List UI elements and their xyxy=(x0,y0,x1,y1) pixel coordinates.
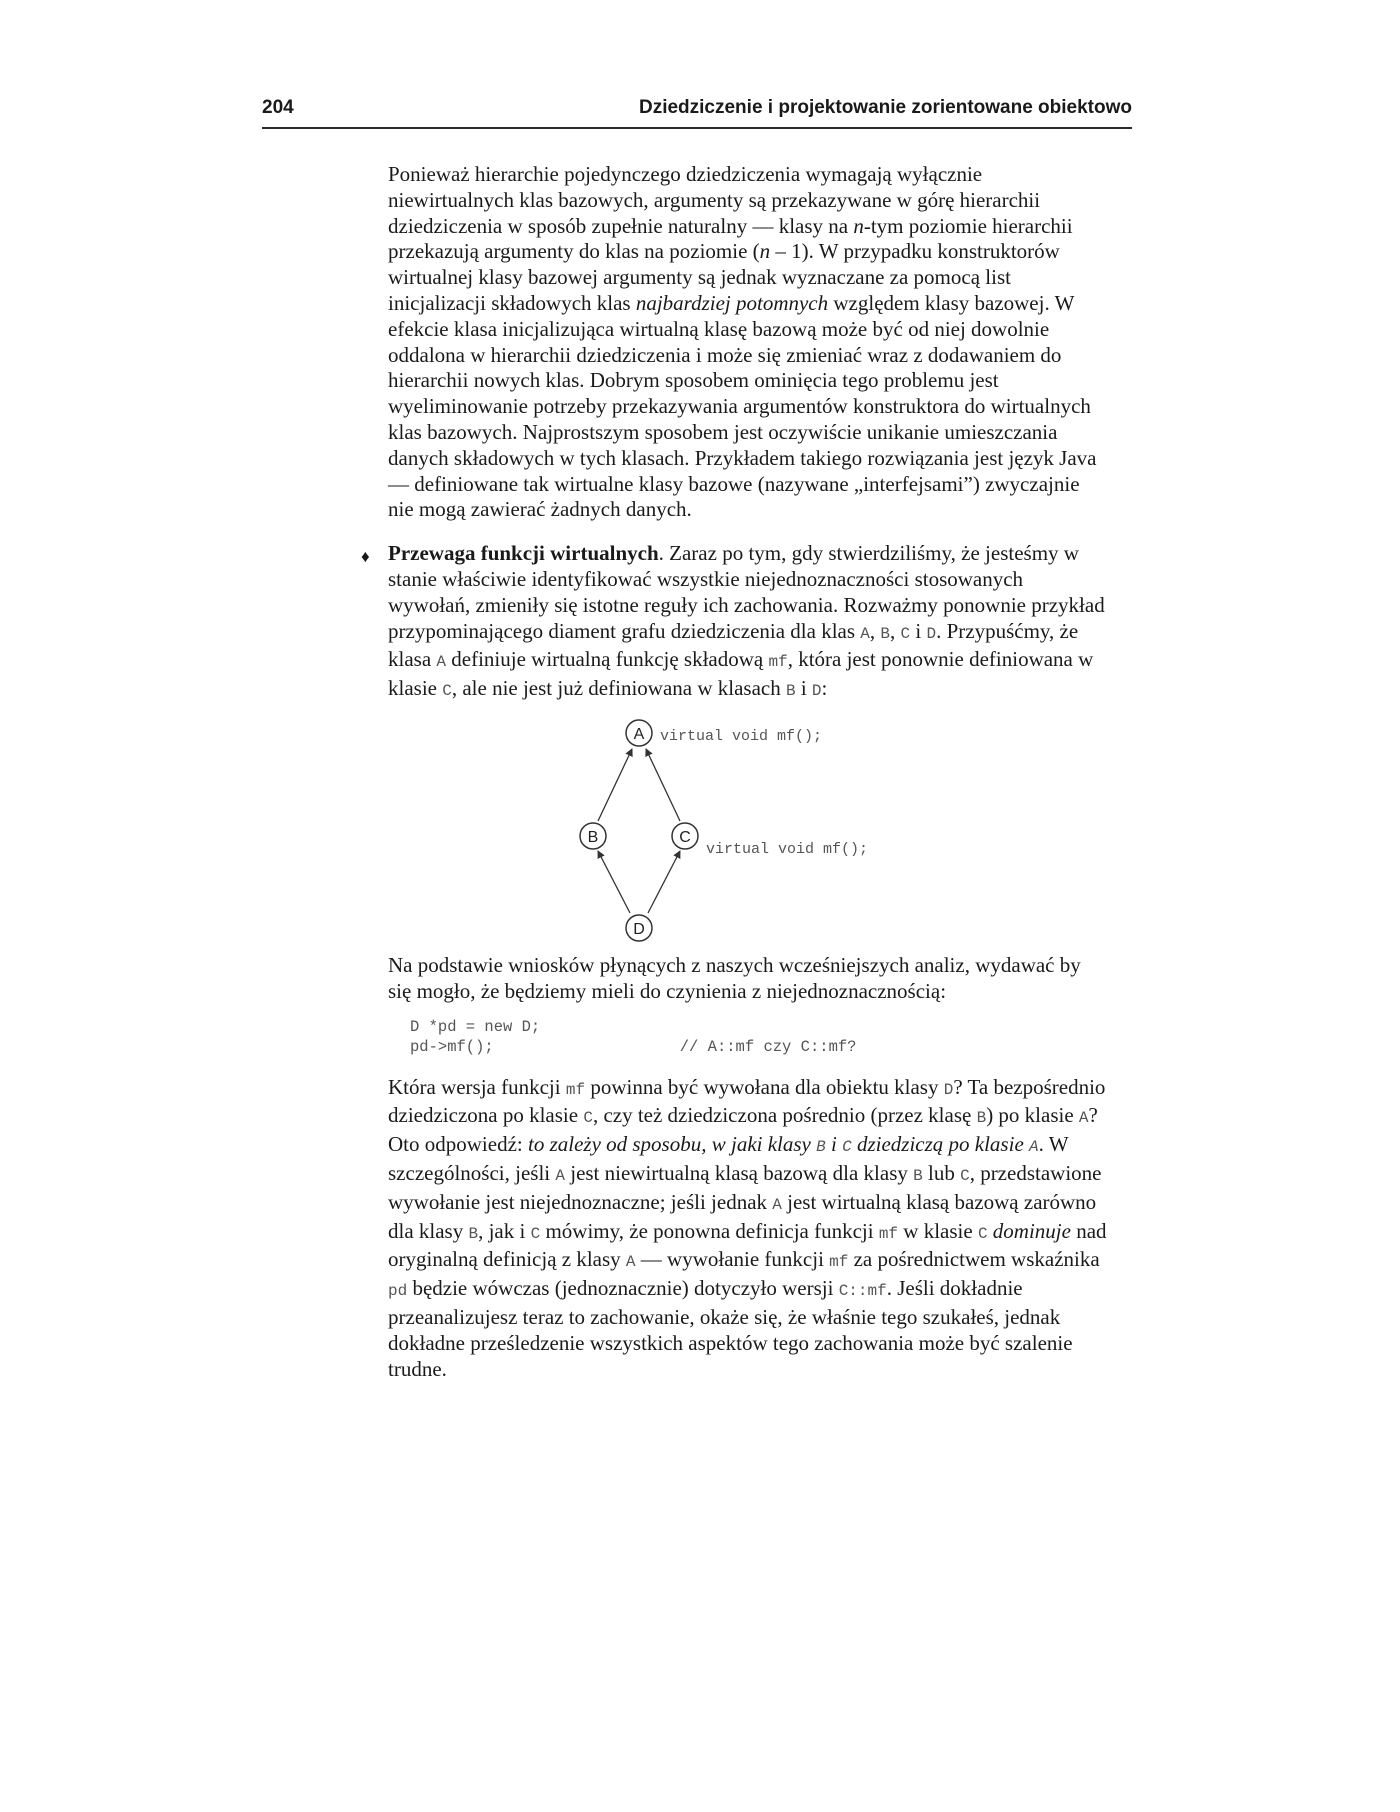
code-token: A xyxy=(772,1195,782,1214)
code-token: pd xyxy=(388,1282,408,1301)
text-run: . Przypuśćmy, że klasa xyxy=(388,618,1079,672)
code-token: A xyxy=(1029,1138,1039,1157)
text-run: jest wirtualną klasą bazową zarówno dla klasy xyxy=(388,1189,1097,1243)
code-token: B xyxy=(468,1224,479,1243)
code-class-name: D xyxy=(926,624,937,643)
text-run: , która jest ponownie definiowana w klasie xyxy=(388,647,1094,701)
code-class-name: C xyxy=(900,624,911,643)
code-token: mf xyxy=(565,1080,586,1099)
text-run: i xyxy=(910,618,927,643)
text-run: . W szczególności, jeśli xyxy=(388,1132,1069,1185)
text-run: — wywołanie funkcji xyxy=(635,1247,830,1272)
diamond-bullet-icon: ♦ xyxy=(361,547,370,567)
node-a-annotation: virtual void mf(); xyxy=(660,727,823,745)
code-token: B xyxy=(913,1166,923,1185)
node-b xyxy=(580,823,606,849)
text-run: : xyxy=(821,676,828,701)
page-body xyxy=(361,162,1108,1382)
node-a xyxy=(626,720,652,746)
node-d-label: D xyxy=(633,920,645,938)
paragraph-virtual-base-constructors xyxy=(388,162,1108,523)
code-token: mf xyxy=(878,1224,899,1243)
code-class-name: A xyxy=(860,624,870,643)
text-run: jest niewirtualną klasą bazową dla klasy xyxy=(564,1160,914,1185)
edge-c-to-a xyxy=(646,749,680,821)
code-token: A xyxy=(1078,1109,1089,1128)
code-token: A xyxy=(625,1253,636,1272)
code-token: C::mf xyxy=(838,1282,887,1301)
text-run: powinna być wywołana dla obiektu klasy xyxy=(585,1074,944,1099)
edge-d-to-c xyxy=(648,851,680,913)
bullet-title: Przewaga funkcji wirtualnych xyxy=(388,541,659,566)
emphasis: dziedziczą po klasie xyxy=(851,1132,1030,1157)
bullet-item-virtual-functions xyxy=(361,541,1108,1382)
code-token: C xyxy=(583,1109,593,1128)
code-token: C xyxy=(960,1166,970,1185)
code-class-name: C xyxy=(442,682,452,701)
text-run: względem klasy bazowej. W efekcie klasa inicjalizująca wirtualną klasę bazową może być od niej dowolnie oddalona w hierarchii dziedziczenia i może się zmieniać wraz z dodawaniem do hierarchii nowych klas. Dobrym sposobem ominięcia tego problemu jest wyeliminowanie potrzeby przekazywania argumentów konstruktora do wirtualnych klas bazowych. Najprostszym sposobem jest oczywiście unikanie umieszczania danych składowych w tych klasach. Przykładem takiego rozwiązania jest język Java — definiowane tak wirtualne klasy bazowe (nazywane „interfejsami”) zwyczajnie nie mogą zawierać żadnych danych. xyxy=(388,290,1097,522)
node-c-annotation: virtual void mf(); xyxy=(706,840,869,858)
node-c xyxy=(672,823,698,849)
text-run: . Jeśli dokładnie przeanalizujesz teraz to zachowanie, okaże się, że właśnie tego szukałeś, jednak dokładne prześledzenie wszystkich aspektów tego zachowania może być szalenie trudne. xyxy=(388,1276,1073,1381)
text-run: i xyxy=(795,676,812,701)
code-token: D xyxy=(943,1080,954,1099)
text-run: nad oryginalną definicją z klasy xyxy=(388,1218,1107,1272)
text-run: będzie wówczas (jednoznacznie) dotyczyło wersji xyxy=(407,1276,839,1301)
node-c-label: C xyxy=(679,828,691,846)
edge-b-to-a xyxy=(598,749,632,821)
text-run: lub xyxy=(922,1160,961,1185)
text-run: , przedstawione wywołanie jest niejednoznaczne; jeśli jednak xyxy=(388,1160,1102,1214)
text-run: ? Oto odpowiedź: xyxy=(388,1103,1098,1157)
emphasis: najbardziej potomnych xyxy=(635,290,829,315)
text-run: Ponieważ hierarchie pojedynczego dziedziczenia wymagają wyłącznie niewirtualnych klas bazowych, argumenty są przekazywane w górę hierarchii dziedziczenia w sposób zupełnie naturalny — klasy na xyxy=(388,162,1041,238)
code-line-1: D *pd = new D; xyxy=(410,1017,541,1036)
code-token: A xyxy=(555,1166,565,1185)
text-run: , jak i xyxy=(478,1218,531,1243)
paragraph-ambiguity-expectation: Na podstawie wniosków płynących z naszych wcześniejszych analiz, wydawać by się mogło, że będziemy mieli do czynienia z niejednoznacznością: xyxy=(388,952,1081,1003)
code-listing xyxy=(410,1017,1108,1057)
code-token: mf xyxy=(829,1253,849,1272)
code-token: C xyxy=(842,1138,852,1157)
text-run: -tym poziomie hierarchii przekazują argumenty do klas na poziomie ( xyxy=(388,213,1073,264)
text-run: ? Ta bezpośrednio dziedziczona po klasie xyxy=(388,1074,1106,1128)
node-d xyxy=(626,915,652,941)
node-b-label: B xyxy=(587,828,599,846)
code-token: B xyxy=(976,1109,987,1128)
code-token: C xyxy=(977,1224,988,1243)
emphasis: to zależy od sposobu, w jaki klasy xyxy=(527,1132,817,1157)
page-header xyxy=(262,95,1132,129)
text-run: , ale nie jest już definiowana w klasach xyxy=(451,676,786,701)
code-class-name: D xyxy=(811,682,822,701)
text-run: , xyxy=(890,618,901,643)
code-token: B xyxy=(816,1138,826,1157)
text-run: . Zaraz po tym, gdy stwierdziliśmy, że jesteśmy w stanie właściwie identyfikować wszystkie niejednoznaczności stosowanych wywołań, zmieniły się istotne reguły ich zachowania. Rozważmy ponownie przykład przypominającego diament grafu dziedziczenia dla klas xyxy=(388,541,1105,643)
text-run: mówimy, że ponowna definicja funkcji xyxy=(540,1218,879,1243)
code-class-name: B xyxy=(880,624,891,643)
node-a-label: A xyxy=(633,725,645,743)
code-function-name: mf xyxy=(768,653,788,672)
text-run: , xyxy=(869,618,881,643)
emphasis: i xyxy=(825,1132,843,1157)
code-class-name: A xyxy=(436,653,447,672)
text-run: za pośrednictwem wskaźnika xyxy=(848,1247,1100,1272)
code-class-name: B xyxy=(785,682,796,701)
code-line-2: pd->mf(); // A::mf czy C::mf? xyxy=(410,1037,857,1056)
math-n: n xyxy=(853,213,864,238)
text-run: w klasie xyxy=(898,1218,978,1243)
text-run: ) po klasie xyxy=(986,1103,1079,1128)
page-number: 204 xyxy=(262,97,294,118)
text-run: , czy też dziedziczona pośrednio (przez klasę xyxy=(592,1103,977,1128)
math-n: n xyxy=(759,239,771,264)
text-run: – 1). W przypadku konstruktorów wirtualnej klasy bazowej argumenty są jednak wyznaczane za pomocą list inicjalizacji składowych klas xyxy=(388,239,1060,315)
running-title: Dziedziczenie i projektowanie zorientowane obiektowo xyxy=(638,97,1132,118)
bullet-paragraph xyxy=(388,541,1108,705)
text-run: definiuje wirtualną funkcję składową xyxy=(446,647,769,672)
text-run: Która wersja funkcji xyxy=(388,1074,566,1099)
code-token: C xyxy=(530,1224,541,1243)
inheritance-diamond-diagram xyxy=(388,713,1008,949)
edge-d-to-b xyxy=(598,851,630,913)
emphasis: dominuje xyxy=(992,1218,1071,1243)
paragraph-dominance xyxy=(388,1075,1108,1383)
